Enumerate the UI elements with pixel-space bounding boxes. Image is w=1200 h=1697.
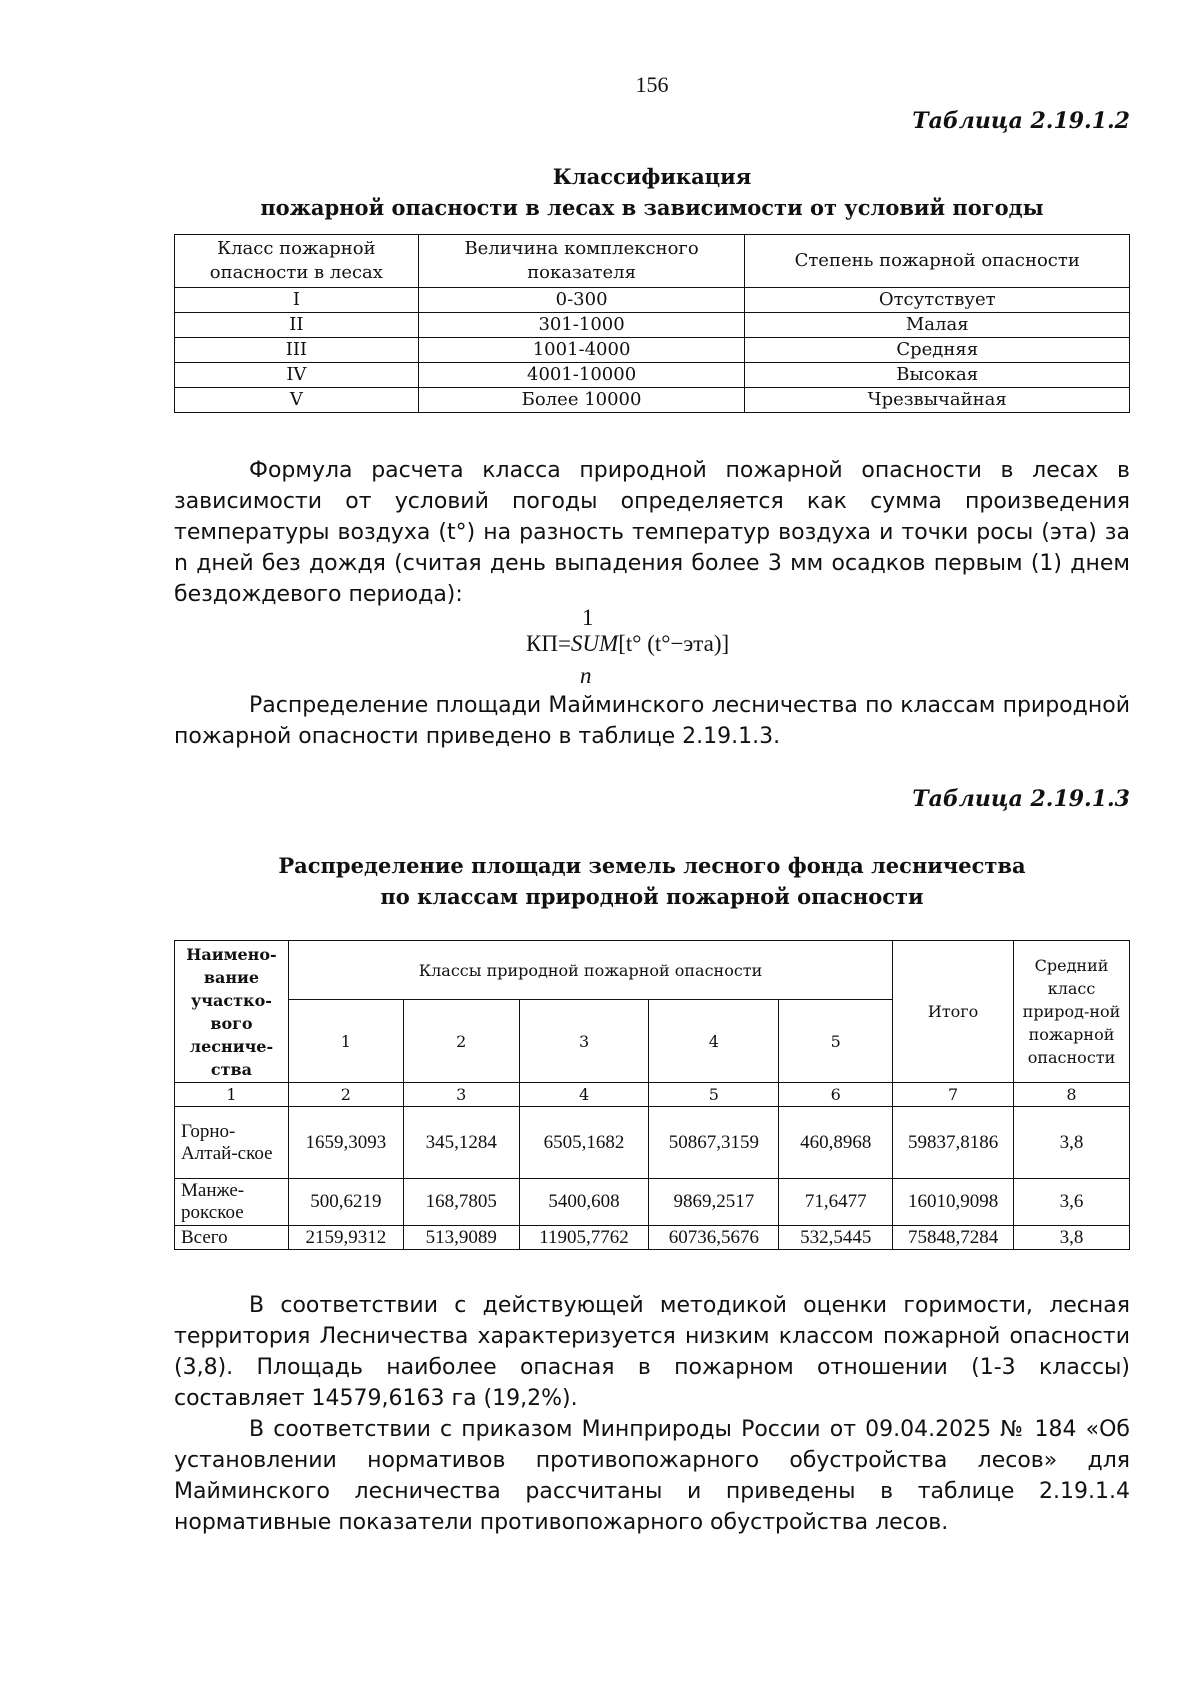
table-cell: 1001-4000: [418, 338, 745, 363]
table-cell: 11905,7762: [519, 1226, 649, 1250]
table-cell: 16010,9098: [893, 1179, 1014, 1226]
table-header-row: [175, 235, 1130, 288]
formula-main: [526, 631, 729, 657]
area-distribution-table: [174, 940, 1130, 1250]
table-row: [175, 1179, 1130, 1226]
table-cell: IV: [175, 363, 419, 388]
column-number: 3: [403, 1083, 519, 1107]
table-cell: 50867,3159: [649, 1107, 779, 1179]
table-cell: 3,8: [1014, 1107, 1130, 1179]
header-class-number: 4: [649, 1000, 779, 1083]
table-cell: 4001-10000: [418, 363, 745, 388]
table-row: [175, 1107, 1130, 1179]
header-class-number: 2: [403, 1000, 519, 1083]
table-cell: Отсутствует: [745, 288, 1130, 313]
table-row: [175, 313, 1130, 338]
table2-title-line2: по классам природной пожарной опасности: [380, 884, 924, 909]
table1-title-line1: Классификация: [552, 164, 752, 189]
column-number: 7: [893, 1083, 1014, 1107]
header-forestry-name: Наимено-вание участко-вого лесниче-ства: [175, 941, 289, 1083]
table-cell: V: [175, 388, 419, 413]
column-number: 4: [519, 1083, 649, 1107]
column-number: 1: [175, 1083, 289, 1107]
table-cell: Высокая: [745, 363, 1130, 388]
table-cell: Малая: [745, 313, 1130, 338]
table-row-total: [175, 1226, 1130, 1250]
table-cell: Более 10000: [418, 388, 745, 413]
table-cell: 1659,3093: [288, 1107, 403, 1179]
formula-description-paragraph: Формула расчета класса природной пожарной опасности в лесах в зависимости от условий погоды определяется как сумма произведения температуры воздуха (t°) на разность температур воздуха и точки росы (эта) за n дней без дождя (считая день выпадения более 3 мм осадков первым (1) днем бездождевого периода):: [174, 458, 1130, 607]
table-cell: III: [175, 338, 419, 363]
table-cell: 0-300: [418, 288, 745, 313]
table2-title-line1: Распределение площади земель лесного фонда лесничества: [278, 853, 1026, 878]
header-total: Итого: [893, 941, 1014, 1083]
fire-danger-classification-table: [174, 234, 1130, 413]
column-number: 2: [288, 1083, 403, 1107]
table-cell: 513,9089: [403, 1226, 519, 1250]
table-row: [175, 363, 1130, 388]
table1-label: Таблица 2.19.1.2: [912, 108, 1130, 134]
table-cell: II: [175, 313, 419, 338]
table-header-row: [175, 941, 1130, 1000]
table2-label: Таблица 2.19.1.3: [912, 786, 1130, 812]
column-number: 6: [779, 1083, 893, 1107]
flammability-paragraph: В соответствии с действующей методикой оценки горимости, лесная территория Лесничества характеризуется низким классом пожарной опасности (3,8). Площадь наиболее опасная в пожарном отношении (1-3 классы) составляет 14579,6163 га (19,2%).: [174, 1293, 1130, 1411]
table-cell: 59837,8186: [893, 1107, 1014, 1179]
column-number: 5: [649, 1083, 779, 1107]
table-row: [175, 388, 1130, 413]
regulation-paragraph: В соответствии с приказом Минприроды России от 09.04.2025 № 184 «Об установлении нормативов противопожарного обустройства лесов» для Майминского лесничества рассчитаны и приведены в таблице 2.19.1.4 нормативные показатели противопожарного обустройства лесов.: [174, 1417, 1130, 1535]
table-cell: 75848,7284: [893, 1226, 1014, 1250]
table1-title-line2: пожарной опасности в лесах в зависимости от условий погоды: [260, 195, 1044, 220]
forestry-name-cell: Всего: [175, 1226, 289, 1250]
table-cell: Чрезвычайная: [745, 388, 1130, 413]
table-cell: 500,6219: [288, 1179, 403, 1226]
table-cell: 71,6477: [779, 1179, 893, 1226]
header-fire-classes: Классы природной пожарной опасности: [288, 941, 892, 1000]
table-cell: 5400,608: [519, 1179, 649, 1226]
table-cell: 9869,2517: [649, 1179, 779, 1226]
formula-lower-limit: n: [580, 663, 592, 688]
formula-body: [t° (t°−эта)]: [618, 631, 730, 656]
table-cell: 532,5445: [779, 1226, 893, 1250]
table-cell: 2159,9312: [288, 1226, 403, 1250]
table-header-cell: Степень пожарной опасности: [745, 235, 1130, 288]
distribution-intro-paragraph: Распределение площади Майминского лесничества по классам природной пожарной опасности приведено в таблице 2.19.1.3.: [174, 693, 1130, 749]
table-cell: 168,7805: [403, 1179, 519, 1226]
column-number: 8: [1014, 1083, 1130, 1107]
formula-upper-limit: 1: [582, 605, 594, 630]
table-cell: 60736,5676: [649, 1226, 779, 1250]
forestry-name-cell: Манже-рокское: [175, 1179, 289, 1226]
header-class-number: 3: [519, 1000, 649, 1083]
header-class-number: 5: [779, 1000, 893, 1083]
table-cell: 460,8968: [779, 1107, 893, 1179]
formula-lhs: КП=: [526, 631, 571, 656]
column-number-row: [175, 1083, 1130, 1107]
table-cell: 3,8: [1014, 1226, 1130, 1250]
table-cell: 3,6: [1014, 1179, 1130, 1226]
table-cell: I: [175, 288, 419, 313]
table-cell: 6505,1682: [519, 1107, 649, 1179]
header-average-class: Средний класс природ-ной пожарной опасности: [1014, 941, 1130, 1083]
header-class-number: 1: [288, 1000, 403, 1083]
table-header-cell: Класс пожарной опасности в лесах: [175, 235, 419, 288]
table-row: [175, 338, 1130, 363]
table-cell: 345,1284: [403, 1107, 519, 1179]
table-cell: Средняя: [745, 338, 1130, 363]
page-number: 156: [635, 72, 669, 97]
table-cell: 301-1000: [418, 313, 745, 338]
table-header-cell: Величина комплексного показателя: [418, 235, 745, 288]
forestry-name-cell: Горно-Алтай-ское: [175, 1107, 289, 1179]
formula-sum: SUM: [570, 631, 619, 656]
table-row: [175, 288, 1130, 313]
fire-danger-formula: [174, 605, 1130, 688]
